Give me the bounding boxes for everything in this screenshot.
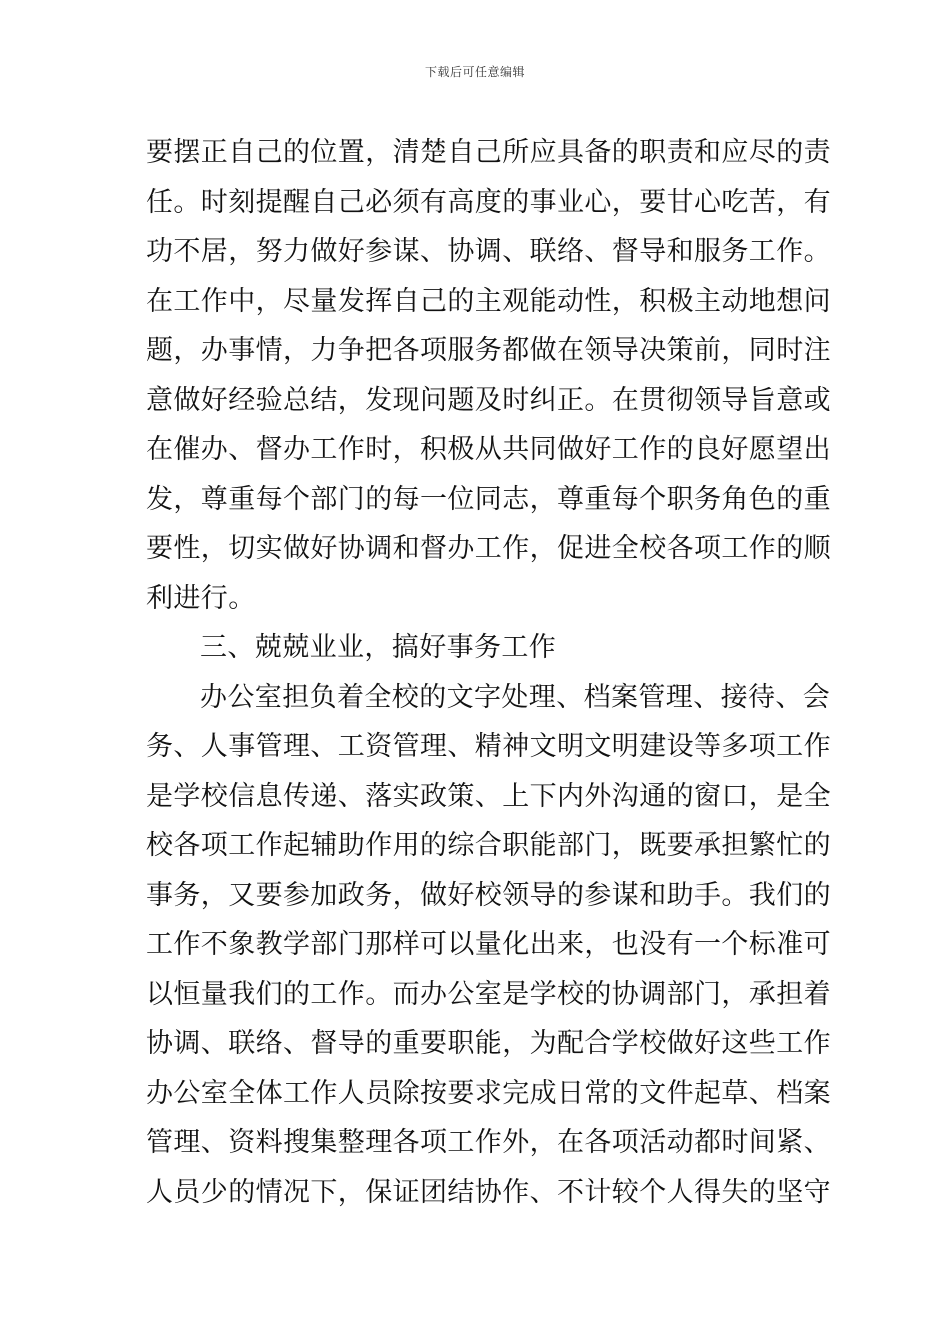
text-line: 发，尊重每个部门的每一位同志，尊重每个职务角色的重	[146, 483, 831, 515]
text-line: 要摆正自己的位置，清楚自己所应具备的职责和应尽的责	[146, 137, 831, 168]
text-line: 校各项工作起辅助作用的综合职能部门，既要承担繁忙的	[146, 830, 831, 861]
text-line: 办公室担负着全校的文字处理、档案管理、接待、会	[200, 681, 831, 713]
text-line: 要性，切实做好协调和督办工作，促进全校各项工作的顺	[146, 533, 831, 564]
text-line: 任。时刻提醒自己必须有高度的事业心，要甘心吃苦，有	[146, 186, 831, 218]
text-line: 管理、资料搜集整理各项工作外，在各项活动都时间紧、	[146, 1127, 831, 1158]
text-line: 在催办、督办工作时，积极从共同做好工作的良好愿望出	[146, 434, 831, 465]
text-line: 利进行。	[146, 582, 256, 614]
section-heading: 三、兢兢业业，搞好事务工作	[200, 632, 557, 663]
text-line: 人员少的情况下，保证团结协作、不计较个人得失的坚守	[146, 1176, 831, 1208]
text-line: 务、人事管理、工资管理、精神文明文明建设等多项工作	[146, 731, 831, 762]
text-line: 功不居，努力做好参谋、协调、联络、督导和服务工作。	[146, 236, 831, 267]
text-line: 意做好经验总结，发现问题及时纠正。在贯彻领导旨意或	[146, 384, 831, 416]
text-line: 是学校信息传递、落实政策、上下内外沟通的窗口，是全	[146, 780, 831, 812]
text-line: 工作不象教学部门那样可以量化出来，也没有一个标准可	[146, 929, 831, 960]
body-text	[146, 128, 831, 1217]
text-line: 以恒量我们的工作。而办公室是学校的协调部门，承担着	[146, 978, 831, 1010]
text-line: 办公室全体工作人员除按要求完成日常的文件起草、档案	[146, 1077, 831, 1109]
text-line: 在工作中，尽量发挥自己的主观能动性，积极主动地想问	[146, 285, 831, 317]
header-note: 下载后可任意编辑	[424, 65, 525, 79]
text-line: 事务，又要参加政务，做好校领导的参谋和助手。我们的	[146, 879, 831, 911]
text-line: 题，办事情，力争把各项服务都做在领导决策前，同时注	[146, 335, 831, 366]
text-line: 协调、联络、督导的重要职能，为配合学校做好这些工作	[146, 1028, 831, 1059]
